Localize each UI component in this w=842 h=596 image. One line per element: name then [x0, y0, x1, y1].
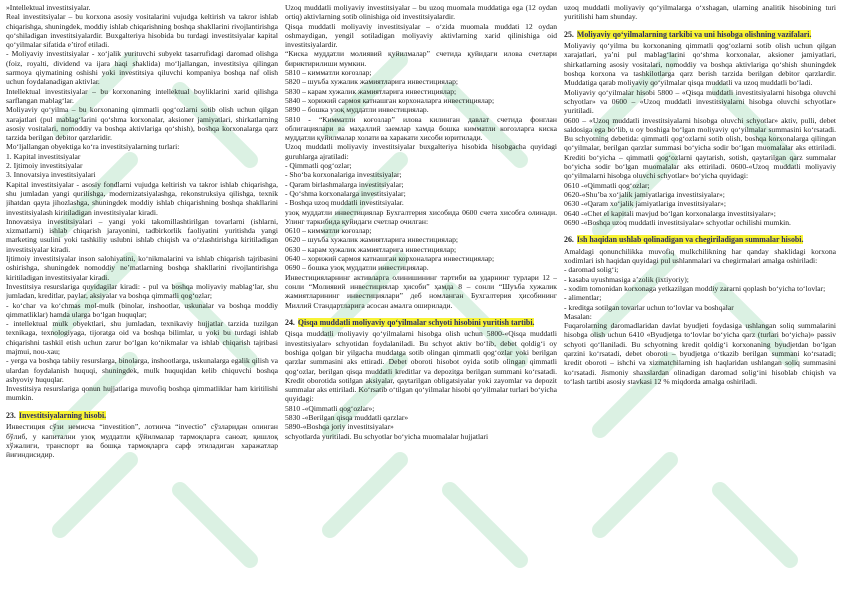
paragraph: Ijtimoiy investitsiyalar inson salohiyatini, ko‘nikmalarini va ishlab chiqarish tajribasini oshirishga, shuningdek nomoddiy ne’matlarning boshqa shakllarini rivojlantirishga kiritiladigan investitsiyalar kiradi. [6, 254, 278, 282]
paragraph: Uzoq muddatli moliyaviy investitsiyalar – bu uzoq muomala muddatiga ega (12 oydan ortiq) aktivlarning sotib olinishiga oid investitsiyalardir. [285, 3, 557, 22]
paragraph: - ko‘char va ko‘chmas mol-mulk (binolar, inshootlar, uskunalar va boshqa moddiy qimmatliklar) hamda ularga bo‘lgan huquqlar; [6, 300, 278, 319]
list-item: - Boshqa uzoq muddatli investitsiyalar. [285, 198, 404, 208]
paragraph: Real investitsiyalar – bu korxona asosiy vositalarini vujudga keltirish va takror ishlab chiqarishga, shuningdek, moddiy ishlab chiqarishning boshqa shakllarini rivojlantirishga qo‘shiladigan investitsiyalardir. Buxgalteriya hisobida bu turdagi investitsiyalar kapital qo‘yilmalar sifatida e’tirof etiladi. [6, 12, 278, 50]
list-item: - Qo‘shma korxonalarga investitsiyalar; [285, 188, 406, 198]
paragraph: Qisqa muddatli moliyaviy qo‘yilmalarni hisobga olish uchun 5800-«Qisqa muddatli investitsiyalar» schyotidan foydalaniladi. Bu schyot aktiv bo‘lib, debet qoldig‘i oy boshiga qolgan bir yilgacha muddatga sotib olingan qimmatli qog‘ozlar yoki berilgan qarzlar summasini aks ettiradi. Debet oboroti hisobot oyida sotib olingan qimmatli qog‘ozlar, berilgan qisqa muddatli kreditlar va depozitga berilgan summani ko‘rsatadi. Kredit oborotida sotilgan aksiyalar, qaytarilgan obligatsiyalar yoki zayomlar va depozit summalar aks ettiriladi. Ko‘rsatib o‘tilgan qo‘yilmalar hisobi qo‘yilmalar turlari bo‘yicha quyidagi: [285, 329, 557, 404]
paragraph: uzoq muddatli moliyaviy qo‘yilmalarga o‘xshagan, ularning analitik hisobining turi yuritilishi ham shunday. [564, 3, 836, 22]
section-title: Qisqa muddatli moliyaviy qo‘yilmalar schyoti hisobini yuritish tartibi. [297, 317, 535, 327]
list-item: 0630 – карам хужалик жамиятларига инвестициялар; [285, 244, 457, 254]
paragraph: узоқ муддатли инвестициялар Бухгалтерия хисобида 0600 счета хисобга олинади. Улинг таркибида қуйидаги счетлар очилган: [285, 207, 557, 226]
paragraph: “Киска муддатли молиявий қуйилмалар” счетида қуйидаги иловa счетлари бириктирилиши мумкин. [285, 49, 557, 68]
list-item: 2. Ijtimoiy investitsiyalar [6, 161, 83, 171]
list-item: 0620-«Shu’ba xo‘jalik jamiyatlariga investitsiyalar»; [564, 189, 725, 199]
paragraph: 5810 - “Киммaтли коғозлар” иловa килинган давлат счетида фонглан облигациялари ва маҳаллий заемлар хамда бошка кимматли когозларга киска муддатли қуйилмалар холати ва харакати хисоби юритилади. [285, 114, 557, 143]
paragraph: Kapital investitsiyalar - asosiy fondlarni vujudga keltirish va takror ishlab chiqarishga, shu jumladan yangi qurilishga, modernizatsiyalashga, rekonstruksiya qilishga, texnik jihatdan qayta jihozlashga, shuningdek moddiy ishlab chiqarishning boshqa shakllarini investitsiyalash kiritiladigan investitsiyalar kiradi. [6, 179, 278, 217]
list-item: 0610 – киммaтли коғозлар; [285, 226, 372, 236]
section-number: 26. [564, 235, 574, 245]
paragraph: Masalan: [564, 311, 592, 321]
section-heading-26 [564, 235, 836, 245]
column-left [6, 3, 278, 596]
paragraph: Innovatsiya investitsiyalari – yangi yoki takomillashtirilgan tovarlarni (ishlarni, xizmatlarni) ishlab chiqarish jarayonini, tadbirkorlik faoliyatini yuritishda yangi marketing usulini yoki tashkiliy uslubni ishlab chiqish va o‘zlashtirishga kiritiladigan investitsiyalar kiradi. [6, 216, 278, 254]
list-item: 0690 – бошка узоқ муддатли инвестициялар. [285, 263, 429, 273]
paragraph: »Intellektual investitsiyalar. [6, 3, 91, 12]
list-item: 5820 – шуъба хужалик жамиятларига инвестициялар; [285, 77, 458, 87]
list-item: - Qimmatli qog‘ozlar; [285, 161, 352, 171]
paragraph: Qisqa muddatli moliyaviy investitsiyalar – o‘zida muomala muddati 12 oydan oshmaydigan, yengil sotiladigan moliyaviy aktivlarning xarid qilinishiga oid investitsiyalardir. [285, 21, 557, 50]
list-item: 5810 -«Qimmatli qog‘ozlar»; [285, 403, 375, 413]
list-item: 5810 – киммaтли коғозлар; [285, 68, 372, 78]
section-number: 25. [564, 29, 574, 39]
section-title: Investitsiyalarning hisobi. [18, 410, 107, 420]
list-item: 3. Innovatsiya investitsiyalari [6, 170, 96, 180]
list-item: - Qaram birlashmalarga investitsiyalar; [285, 179, 404, 189]
column-middle [285, 3, 557, 596]
paragraph: Intellektual investitsiyalar – bu korxonaning intellektual boyliklarini xarid qilishga sarflangan mablag‘lar. [6, 86, 278, 105]
paragraph: Investitsiya resurslariga quyidagilar kiradi: - pul va boshqa moliyaviy mablag‘lar, shu jumladan, kreditlar, paylar, aksiyalar va boshqa qimmatli qog‘ozlar; [6, 281, 278, 301]
paragraph: Moliyaviy qo‘yilmalar hisobi 5800 – «Qisqa muddatli investitsiyalarni hisobga oluvchi schyotlar» va 0600 – «Uzoq muddatli investitsiyalarni hisobga oluvchi schyotlar» yuritiladi. [564, 87, 836, 116]
section-heading-25 [564, 30, 836, 40]
list-item: 5830 -«Berilgan qisqa muddatli qarzlar» [285, 413, 409, 423]
paragraph: schyotlarda yuritiladi. Bu schyotlar bo‘yicha muomalalar hujjatlari [285, 431, 489, 441]
paragraph: Uzoq muddatli moliyaviy investitsiyalar buxgalteriya hisobida hisobgacha quyidagi guruhlarga ajratiladi: [285, 142, 557, 161]
section-heading-23 [6, 411, 278, 421]
paragraph: - yerga va boshqa tabiiy resurslarga, binolarga, inshootlarga, uskunalarga egalik qilish va ulardan foydalanish huquqi, shuningdek, mulk huquqidan kelib chiquvchi boshqa ashyoviy huquqlar. [6, 356, 278, 384]
paragraph: Moliyaviy qo‘yilma bu korxonaning qimmatli qog‘ozlarni sotib olish uchun qilgan xarajatlari, ya’ni pul mablag‘larini qo‘shma korxonalar, aksioner jamiyatlari, shirkatlarning asosiy vositalari, nomoddiy va boshqa aktivlariga qo‘shish shuningdek boshqa korxona va tashkilotlarga qarz berish tarzida berilgan debitor qarzlardir. Muddatiga qarab moliyaviy qo‘yilmalar qisqa muddatli va uzoq muddatli bo‘ladi. [564, 41, 836, 88]
paragraph: 0600 – «Uzoq muddatli investitsiyalarni hisobga oluvchi schyotlar» aktiv, pulli, debet saldosiga ega bo‘lib, u oy boshiga bo‘lgan moliyaviy qo‘yilmalar summasini ko‘rsatadi. Bu schyotning debetida: qimmatli qog‘ozlarni sotib olish, boshqa korxonalarga qilingan qo‘yilmalar, berilgan qarzlar summasi bo‘yicha sodir bo‘lgan muomalalar aks ettiriladi. Krediti bo‘yicha – qimmatli qog‘ozlarni qaytarish, sotish, qaytarilgan qarz summalar bo‘yicha sodir bo‘lgan muomalalar aks ettiriladi. 0600-«Uzoq muddatli moliyaviy qo‘yilmalarni hisobga oluvchi schyotlar» bo‘yicha quyidagi: [564, 115, 836, 181]
list-item: 5890 – бошка узоқ муддатли инвестициялар. [285, 105, 429, 115]
list-item: 1. Kapital investitsiyalar [6, 151, 81, 161]
list-item: 0640 – хорижий сармоя катнашган корхоналарга инвестициялар; [285, 254, 495, 264]
paragraph: Moliyaviy qo‘yilma – bu korxonaning qimmatli qog‘ozlarni sotib olish uchun qilgan xarajatlari (pul mablag‘larini qo‘shma korxonalar, aksioner jamiyatlari, shirkatlarning asosiy vositalari, nomoddiy va boshqa aktivlariga qo‘shish), boshqa korxonalarga qarz tarzida berilgan debitor qarzlaridir. [6, 105, 278, 143]
list-item: - kreditga sotilgan tovarlar uchun to‘lovlar va boshqalar [564, 302, 734, 312]
list-item: 0640 -«Chet el kapitali mavjud bo‘lgan korxonalarga investitsiyalar»; [564, 208, 776, 218]
list-item: 5830 – карам хужалик жамиятларига инвестициялар; [285, 86, 457, 96]
list-item: 0690 -«Boshqa uzoq muddatli investitsiyalar» schyotlar ochilishi mumkin. [564, 217, 791, 227]
paragraph: Investitsiya resurslariga qonun hujjatlariga muvofiq boshqa qimmatliklar ham kiritilishi mumkin. [6, 384, 278, 403]
section-number: 24. [285, 317, 295, 327]
paragraph: - Moliyaviy investitsiyalar - xo‘jalik yurituvchi subyekt tasarrufidagi daromad olishga (foiz, royalti, dividend va ijara haqi shaklida) mo‘ljallangan, investitsiya qilingan sarmoya qiymatining oshishi yoki investitsiya qiluvchi kompaniya boshqa naf olish uchun foydalanadigan aktivlar. [6, 49, 278, 87]
list-item: - Sho‘ba korxonalariga investitsiyalar; [285, 170, 402, 180]
list-item: 5890-«Boshqa joriy investitsiyalar» [285, 422, 394, 432]
list-item: 0610 -«Qimmatli qog‘ozlar; [564, 180, 650, 190]
paragraph: Fuqarolarning daromadlaridan davlat byudjeti foydasiga ushlangan soliq summalarini hisobga olish uchun 6410 «Byudjetga to‘lovlar bo‘yicha qarz (turlari bo‘yicha)» passiv schyoti qo‘llaniladi. Bu schyotning kredit qoldig‘i korxonaning byudjetdan bo‘lgan qarzini ko‘rsatadi, debet oboroti – byudjetga o‘tkazib berilgan summani ko‘rsatadi; kredit oboroti – ishchi va xizmatchilarning ish haqlaridan ushlangan soliq summasini ko‘rsatadi. Jismoniy shaxslardan olinadigan daromad solig‘ini hisoblab chiqish va to‘lash tartibi asosiy stavkasi 12 % miqdorda amalga oshiriladi. [564, 321, 836, 386]
list-item: 0630 -«Qaram xo‘jalik jamiyatlariga investitsiyalar»; [564, 199, 726, 209]
section-title: Moliyaviy qo‘yilmalarning tarkibi va uni hisobga olishning vazifalari. [576, 29, 812, 39]
list-item: - daromad solig‘i; [564, 265, 619, 275]
paragraph: - intellektual mulk obyektlari, shu jumladan, texnikaviy hujjatlar tarzida tuzilgan texnikaga, texnologiyaga, tijoratga oid va boshqa bilimlar, u yoki bu turdagi ishlab chiqarishni tashkil etish uchun zarur bo‘lgan ko‘nikmalar va ishlab chiqarish tajribasi majmui, nou-xau; [6, 319, 278, 356]
list-item: - alimentlar; [564, 293, 602, 303]
list-item: 5840 – хорижий сармоя катнашган корхоналарга инвестициялар; [285, 95, 495, 105]
paragraph: Amaldagi qonunchilikka muvofiq mulkchilikning har qanday shaklidagi korxona xodimlari ish haqidan quyidagi pul ushlanmalari va chegirmalari amalga oshiriladi: [564, 246, 836, 266]
list-item: 0620 – шуъба хужалик жамиятларига инвестициялар; [285, 235, 458, 245]
section-heading-24 [285, 318, 557, 328]
section-title: Ish haqidan ushlab qolinadigan va chegiriladigan summalar hisobi. [576, 235, 804, 245]
list-item: - kasaba uyushmasiga a’zolik (ixtiyoriy); [564, 274, 689, 284]
paragraph: Mo‘ljallangan obyektiga ko‘ra investitsiyalarning turlari: [6, 142, 180, 152]
paragraph: Инвестицияларнинг активларга олинишининг тартиби ва ударнинг турлари 12 – сонли “Молиявий инвестициялар ҳисоби” ҳамда 8 – сонли “Шуъба хужалик жамиятларининг инвестициялари” деб номланган Бухгалтерия ҳисобининг Миллий Стандартларига асосан амалга оширилади. [285, 272, 557, 310]
paragraph: Инвестиция сўзи немисча “investition”, лотинча “invectio” сўзларидан олинган бўлиб, у капитални узоқ муддатли қўйилмалар тармоқларга саноат, қишлоқ хўжалиги, транспорт ва бошқа тармоқларга сарф этиладиган харажатлар йиғиндисидир. [6, 422, 278, 460]
column-right [564, 3, 836, 596]
list-item: - xodim tomonidan korxonaga yetkazilgan moddiy zararni qoplash bo‘yicha to‘lovlar; [564, 283, 826, 293]
section-number: 23. [6, 410, 16, 420]
